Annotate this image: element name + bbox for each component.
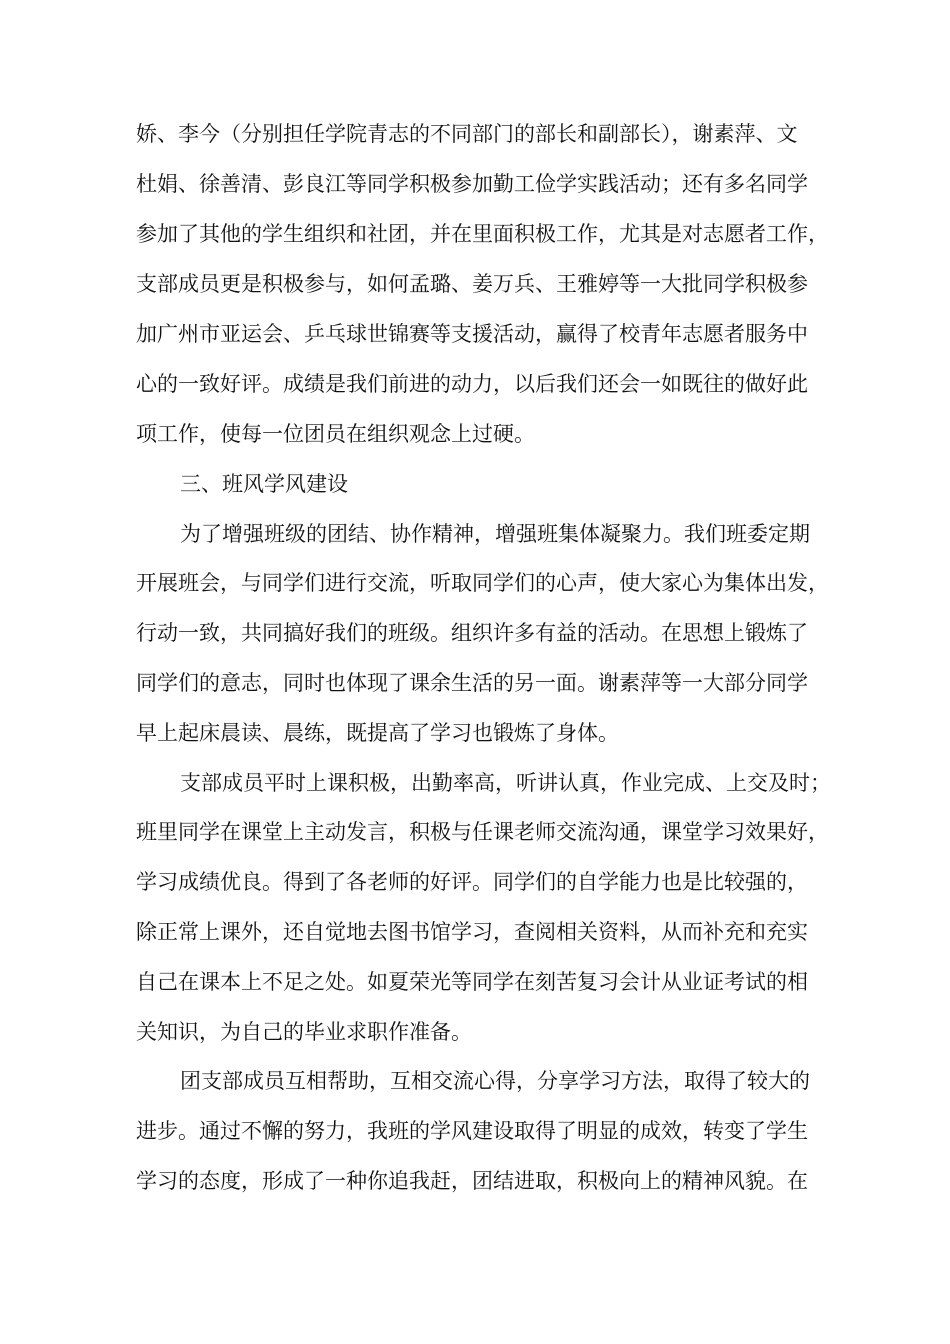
text-line: 同学们的意志，同时也体现了课余生活的另一面。谢素萍等一大部分同学 [136, 671, 808, 695]
text-line: 娇、李今（分别担任学院青志的不同部门的部长和副部长），谢素萍、文 [136, 122, 798, 146]
text-line: 参加了其他的学生组织和社团，并在里面积极工作，尤其是对志愿者工作， [136, 222, 829, 246]
section-heading: 三、班风学风建设 [180, 472, 348, 496]
text-line: 项工作，使每一位团员在组织观念上过硬。 [136, 422, 535, 446]
text-line: 进步。通过不懈的努力，我班的学风建设取得了明显的成效，转变了学生 [136, 1119, 808, 1143]
text-line: 关知识，为自己的毕业求职作准备。 [136, 1020, 472, 1044]
text-line: 自己在课本上不足之处。如夏荣光等同学在刻苦复习会计从业证考试的相 [136, 970, 808, 994]
text-line: 行动一致，共同搞好我们的班级。组织许多有益的活动。在思想上锻炼了 [136, 621, 808, 645]
text-line: 学习的态度，形成了一种你追我赶，团结进取，积极向上的精神风貌。在 [136, 1169, 808, 1193]
text-line: 除正常上课外，还自觉地去图书馆学习，查阅相关资料，从而补充和充实 [136, 920, 808, 944]
text-line: 为了增强班级的团结、协作精神，增强班集体凝聚力。我们班委定期 [180, 522, 810, 546]
text-line: 开展班会，与同学们进行交流，听取同学们的心声，使大家心为集体出发， [136, 571, 829, 595]
text-line: 支部成员更是积极参与，如何孟璐、姜万兵、王雅婷等一大批同学积极参 [136, 272, 808, 296]
text-line: 学习成绩优良。得到了各老师的好评。同学们的自学能力也是比较强的， [136, 870, 808, 894]
text-line: 团支部成员互相帮助，互相交流心得，分享学习方法，取得了较大的 [180, 1069, 810, 1093]
text-line: 心的一致好评。成绩是我们前进的动力，以后我们还会一如既往的做好此 [136, 372, 808, 396]
text-line: 班里同学在课堂上主动发言，积极与任课老师交流沟通，课堂学习效果好， [136, 820, 829, 844]
text-line: 早上起床晨读、晨练，既提高了学习也锻炼了身体。 [136, 721, 619, 745]
text-line: 支部成员平时上课积极，出勤率高，听讲认真，作业完成、上交及时； [180, 771, 831, 795]
text-line: 杜娟、徐善清、彭良江等同学积极参加勤工俭学实践活动；还有多名同学 [136, 172, 808, 196]
text-line: 加广州市亚运会、乒乓球世锦赛等支援活动，赢得了校青年志愿者服务中 [136, 322, 808, 346]
